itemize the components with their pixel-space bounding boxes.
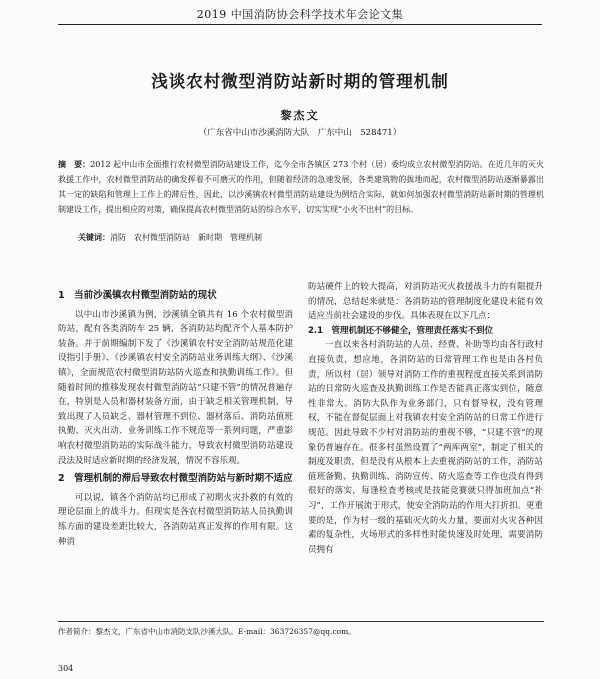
section-2-continued: 防站硬件上的较大提高，对消防站灭火救援战斗力的有限提升的情况，总结起来就是：各消防站的管理制度化建设未能有效适应当前社会建设的步伐。具体表现在以下几点： <box>308 282 543 322</box>
section-2-heading: 2 管理机制的滞后导致农村微型消防站与新时期不适应 <box>58 473 293 485</box>
keywords-label: 关键词： <box>78 233 110 242</box>
author: 黎杰文 <box>280 109 320 122</box>
section-1-paragraph: 以中山市沙溪镇为例，沙溪镇全镇共有 16 个农村微型消防站，配有各类消防车 25 辆，各消防站均配齐个人基本防护装备。并于前期编制下发了《沙溪镇农村安全消防站规范化建设指引手册》、《沙溪镇农村安全消防站业务训练大纲》、《沙溪镇》，全面规范农村微型消防站防火巡查和执勤训练工作》。但随着时间的推移发现农村微型消防站“只建不管”的情况普遍存在，特别是人员和器材装备方面，由于缺乏相关管理机制，导致出现了人员缺乏、器材管理不到位、器材落后、消防站值班执勤、灭火出动、业务训练工作不规范等一系列问题，严重影响农村微型消防站的实际战斗能力，导致农村微型消防站建设没法及时适应新时期的经济发展，情况不容乐观。 <box>58 309 293 466</box>
abstract-text: 2012 起中山市全面推行农村微型消防站建设工作，迄今全市各镇区 273 个村（居）委均成立农村微型消防站。在近几年的灭火救援工作中，农村微型消防站的确发挥着不可磨灭的作用，但随着经济的急速发展，各类建筑物的拔地而起，农村微型消防站逐渐暴露出其一定的缺陷和管理上工作上的滞后性，因此，以沙溪镇农村微型消防站建设为例结合实际，就如何加强农村微型消防站新时期的管理机制建设工作，提出相应的对策，确保提高农村微型消防站的综合水平，切实实现“小火不出村”的目标。 <box>58 160 544 214</box>
keywords <box>78 232 544 243</box>
affiliation: （广东省中山市沙溪消防大队 广东中山 528471） <box>198 128 402 138</box>
author-footnote: 作者简介：黎杰文，广东省中山市消防支队沙溪大队。E-mail：363726357@qq.com。 <box>58 627 356 636</box>
subsection-2-1-heading: 2.1 管理机制还不够健全，管理责任落实不到位 <box>308 325 494 336</box>
right-column <box>308 280 543 557</box>
subsection-2-1-paragraph: 一直以来各村消防站的人员、经费、补助等均由各行政村直接负责，想应地，各消防站的日常管理工作也是由各村负责，所以村（居）领导对消防工作的重视程度直接关系到消防站的日常防火巡查及执勤训练工作是否能真正落实到位，随意性非常大。消防大队作为业务部门，只有督导权，没有管理权，不能在督促层面上对我镇农村安全消防站的日常工作进行规范。因此导致不少村对消防站的重视不够，“只建不管”的现象仍普遍存在。很多村虽然设置了“两库两室”，制定了相关的制度及职责，但是没有从根本上去重视消防站的工作，消防站值班备勤、执勤训练、消防宣传、防火巡查等工作也没有得到很好的落实，每逢检查考核或是技能竞赛就只得加班加点“补习”，工作开展流于形式，使安全消防站的作用大打折扣。更重要的是，作为村一级的基础灭火防火力量，要面对火灾各种因素的复杂性，火场形式的多样性时能快速及时处理，需要消防员拥有 <box>308 340 543 555</box>
page-number: 304 <box>58 664 74 673</box>
abstract <box>58 157 544 217</box>
left-column <box>58 287 293 549</box>
header-rule <box>58 24 542 25</box>
abstract-label: 摘 要： <box>58 160 91 169</box>
keywords-items: 消防 农村微型消防站 新时期 管理机制 <box>110 233 262 242</box>
footnote-rule <box>58 621 544 622</box>
section-2-paragraph: 可以说，镇各个消防站均已形成了初期火灾扑救的有效的理论层面上的战斗力。但现实是各农村微型消防站人员执勤训练方面的建设差距比较大，各消防站真正发挥的作用有限。这种消 <box>58 492 293 547</box>
paper-title: 浅谈农村微型消防站新时期的管理机制 <box>151 72 449 91</box>
running-head: 2019 中国消防协会科学技术年会论文集 <box>196 8 404 21</box>
section-1-heading: 1 当前沙溪镇农村微型消防站的现状 <box>58 290 217 301</box>
